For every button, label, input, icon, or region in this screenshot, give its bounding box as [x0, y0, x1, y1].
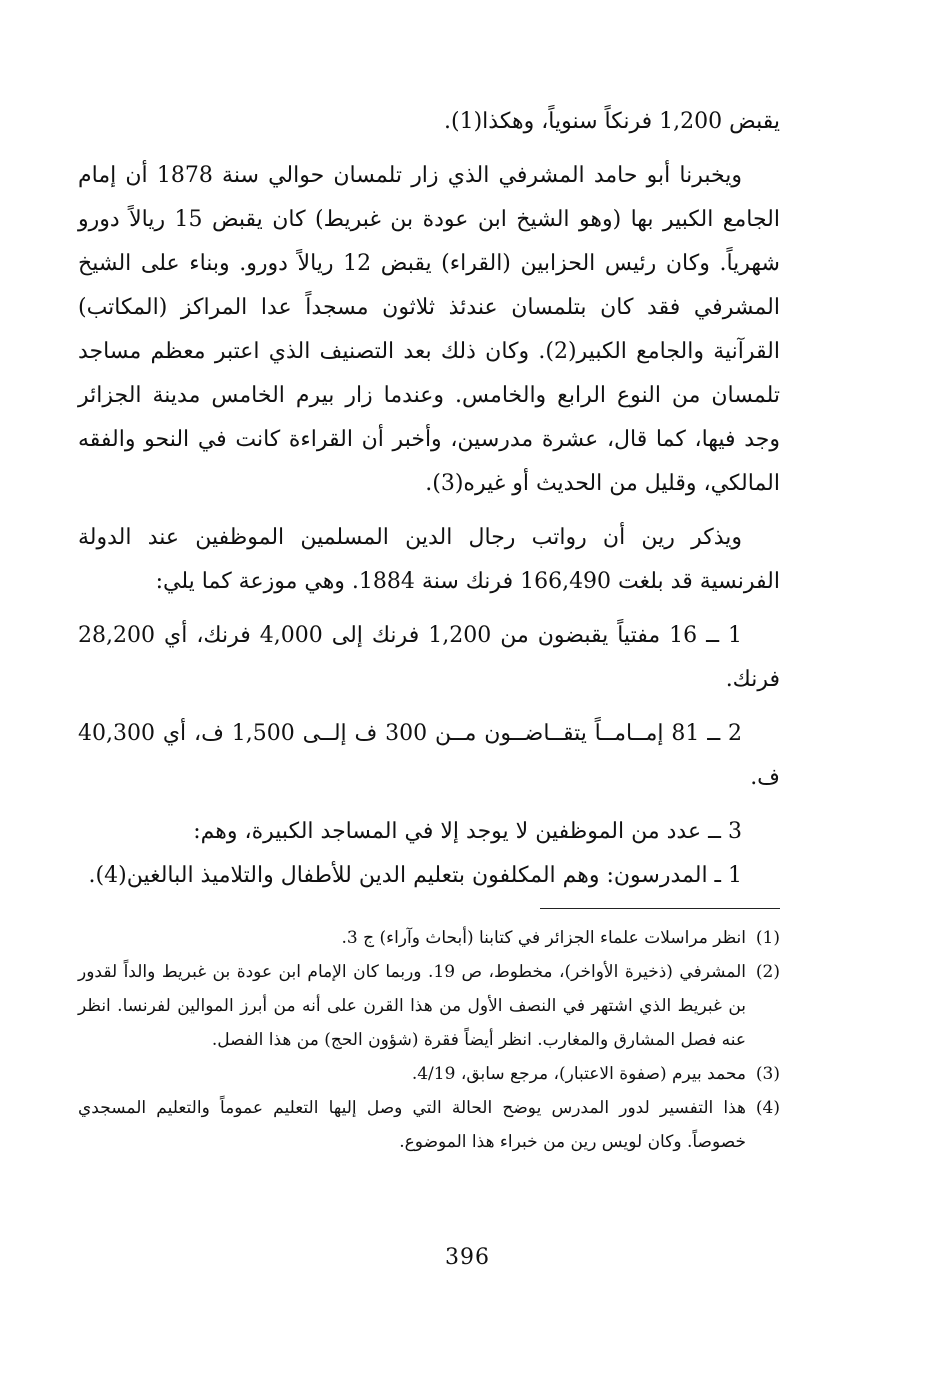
page-number: 396: [445, 1245, 490, 1270]
footnote-text: المشرفي (ذخيرة الأواخر)، مخطوط، ص 19. وربما كان الإمام ابن عودة بن غبريط والداً لقدور بن غبريط الذي اشتهر في النصف الأول من هذا القرن على أنه من أبرز الموالين لفرنسا. انظر عنه فصل المشارق والمغارب. انظر أيضاً فقرة (شؤون الحج) من هذا الفصل.: [78, 962, 746, 1050]
sub-list-item-1: 1 ـ المدرسون: وهم المكلفون بتعليم الدين للأطفال والتلاميذ البالغين(4).: [88, 863, 742, 888]
footnote: [78, 921, 780, 955]
list-item-3: 3 ــ عدد من الموظفين لا يوجد إلا في المساجد الكبيرة، وهم:: [193, 819, 742, 844]
footnote-number: (3): [755, 1064, 780, 1084]
footnote-text: محمد بيرم (صفوة الاعتبار)، مرجع سابق، 4/19.: [411, 1064, 746, 1084]
footnotes: [78, 921, 780, 1159]
footnote-number: (2): [755, 962, 780, 982]
footnote-text: هذا التفسير لدور المدرس يوضح الحالة التي وصل إليها التعليم عموماً والتعليم المسجدي خصوصاً. وكان لويس رين من خبراء هذا الموضوع.: [78, 1098, 746, 1152]
footnote: [78, 1057, 780, 1091]
paragraph-2: ويخبرنا أبو حامد المشرفي الذي زار تلمسان حوالي سنة 1878 أن إمام الجامع الكبير بها (وهو الشيخ ابن عودة بن غبريط) كان يقبض 15 ريالاً دورو شهرياً. وكان رئيس الحزابين (القراء) يقبض 12 ريالاً دورو. وبناء على الشيخ المشرفي فقد كان بتلمسان عندئذ ثلاثون مسجداً عدا المراكز (المكاتب) القرآنية والجامع الكبير(2). وكان ذلك بعد التصنيف الذي اعتبر معظم مساجد تلمسان من النوع الرابع والخامس. وعندما زار بيرم الخامس مدينة الجزائر وجد فيها، كما قال، عشرة مدرسين، وأخبر أن القراءة كانت في النحو والفقه المالكي، وقليل من الحديث أو غيره(3).: [78, 163, 780, 496]
list-item-1: 1 ــ 16 مفتياً يقبضون من 1,200 فرنك إلى 4,000 فرنك، أي 28,200 فرنك.: [78, 623, 780, 692]
footnote: [78, 1091, 780, 1159]
paragraph-1: يقبض 1,200 فرنكاً سنوياً، وهكذا(1).: [444, 109, 780, 134]
page-content: [78, 100, 780, 1340]
paragraph-3: ويذكر رين أن رواتب رجال الدين المسلمين الموظفين عند الدولة الفرنسية قد بلغت 166,490 فرنك سنة 1884. وهي موزعة كما يلي:: [78, 525, 780, 594]
footnote: [78, 955, 780, 1057]
main-text: [78, 100, 780, 898]
list-item-2: 2 ــ 81 إمــامــاً يتقــاضــون مــن 300 ف إلــى 1,500 ف، أي 40,300 ف.: [78, 721, 780, 790]
footnote-separator: [540, 908, 780, 909]
footnote-number: (4): [755, 1098, 780, 1118]
footnote-text: انظر مراسلات علماء الجزائر في كتابنا (أبحاث وآراء) ج 3.: [341, 928, 746, 948]
footnote-number: (1): [755, 928, 780, 948]
